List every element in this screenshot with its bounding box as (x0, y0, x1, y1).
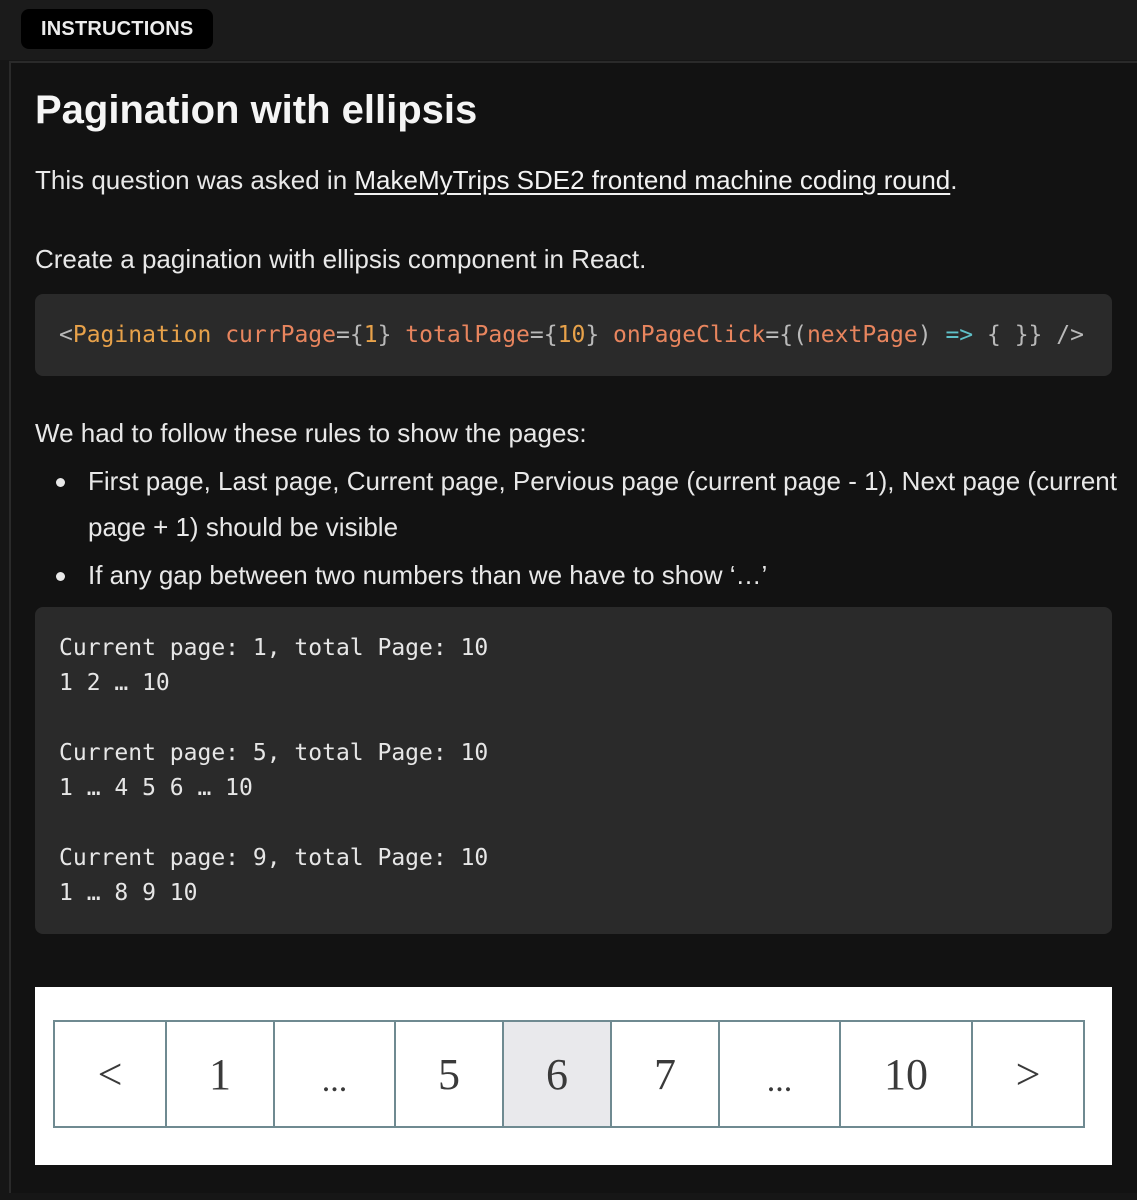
page-button[interactable] (167, 1022, 275, 1126)
code-lbrace: { (349, 322, 364, 348)
code-component: Pagination (72, 322, 212, 348)
code-eq: = (765, 322, 780, 348)
page-button[interactable] (841, 1022, 973, 1126)
examples-code-block (35, 607, 1112, 934)
rule-item: If any gap between two numbers than we have to show ‘…’ (50, 552, 1120, 598)
code-lparen: {( (779, 322, 807, 348)
code-attr-currpage: currPage (225, 322, 336, 348)
prev-page-button[interactable] (55, 1022, 167, 1126)
pagination-example-image (35, 987, 1112, 1165)
next-page-button[interactable] (973, 1022, 1083, 1126)
example-header: Current page: 9, total Page: 10 (59, 845, 489, 871)
code-rparen: ) (917, 322, 932, 348)
code-param: nextPage (806, 322, 918, 348)
intro-suffix: . (950, 165, 958, 195)
page-button-current[interactable] (504, 1022, 612, 1126)
code-open: < (59, 322, 73, 348)
example-result: 1 2 … 10 (59, 670, 170, 696)
intro-prefix: This question was asked in (35, 165, 355, 195)
tab-bar (0, 0, 1137, 60)
rules-list (50, 458, 1120, 598)
example-result: 1 … 4 5 6 … 10 (59, 775, 253, 801)
code-close: /> (1056, 322, 1084, 348)
code-eq: = (529, 322, 544, 348)
code-body: { }} (987, 322, 1043, 348)
code-eq: = (335, 322, 350, 348)
code-val-totalpage: 10 (557, 322, 586, 348)
code-attr-onpageclick: onPageClick (613, 322, 766, 348)
ellipsis-icon: ... (766, 1062, 793, 1099)
ellipsis-cell (275, 1022, 396, 1126)
example-header: Current page: 1, total Page: 10 (59, 635, 489, 661)
tab-instructions[interactable]: INSTRUCTIONS (21, 9, 213, 49)
code-val-currpage: 1 (363, 322, 378, 348)
ellipsis-cell (720, 1022, 841, 1126)
code-rbrace: } (585, 322, 600, 348)
page-number: 10 (884, 1049, 928, 1099)
example-header: Current page: 5, total Page: 10 (59, 740, 489, 766)
next-arrow-icon: > (1015, 1049, 1041, 1099)
page-title: Pagination with ellipsis (35, 88, 478, 132)
code-arrow: => (945, 322, 974, 348)
code-attr-totalpage: totalPage (405, 322, 530, 348)
example-result: 1 … 8 9 10 (59, 880, 198, 906)
page-number: 7 (654, 1049, 676, 1099)
rules-intro: We had to follow these rules to show the pages: (35, 418, 587, 448)
source-link[interactable]: MakeMyTrips SDE2 frontend machine coding round (354, 165, 951, 195)
page-number: 5 (438, 1049, 460, 1099)
page-number: 6 (546, 1049, 568, 1099)
rule-item: First page, Last page, Current page, Pervious page (current page - 1), Next page (current page + 1) should be visible (50, 458, 1120, 550)
page-button[interactable] (396, 1022, 504, 1126)
page-number: 1 (209, 1049, 231, 1099)
code-rbrace: } (377, 322, 392, 348)
prev-arrow-icon: < (97, 1049, 123, 1099)
task-paragraph: Create a pagination with ellipsis component in React. (35, 244, 647, 274)
page-button[interactable] (612, 1022, 720, 1126)
code-lbrace: { (543, 322, 558, 348)
component-code-snippet (35, 294, 1112, 376)
pagination-bar (53, 1020, 1085, 1128)
intro-paragraph (35, 163, 958, 197)
ellipsis-icon: ... (321, 1062, 348, 1099)
